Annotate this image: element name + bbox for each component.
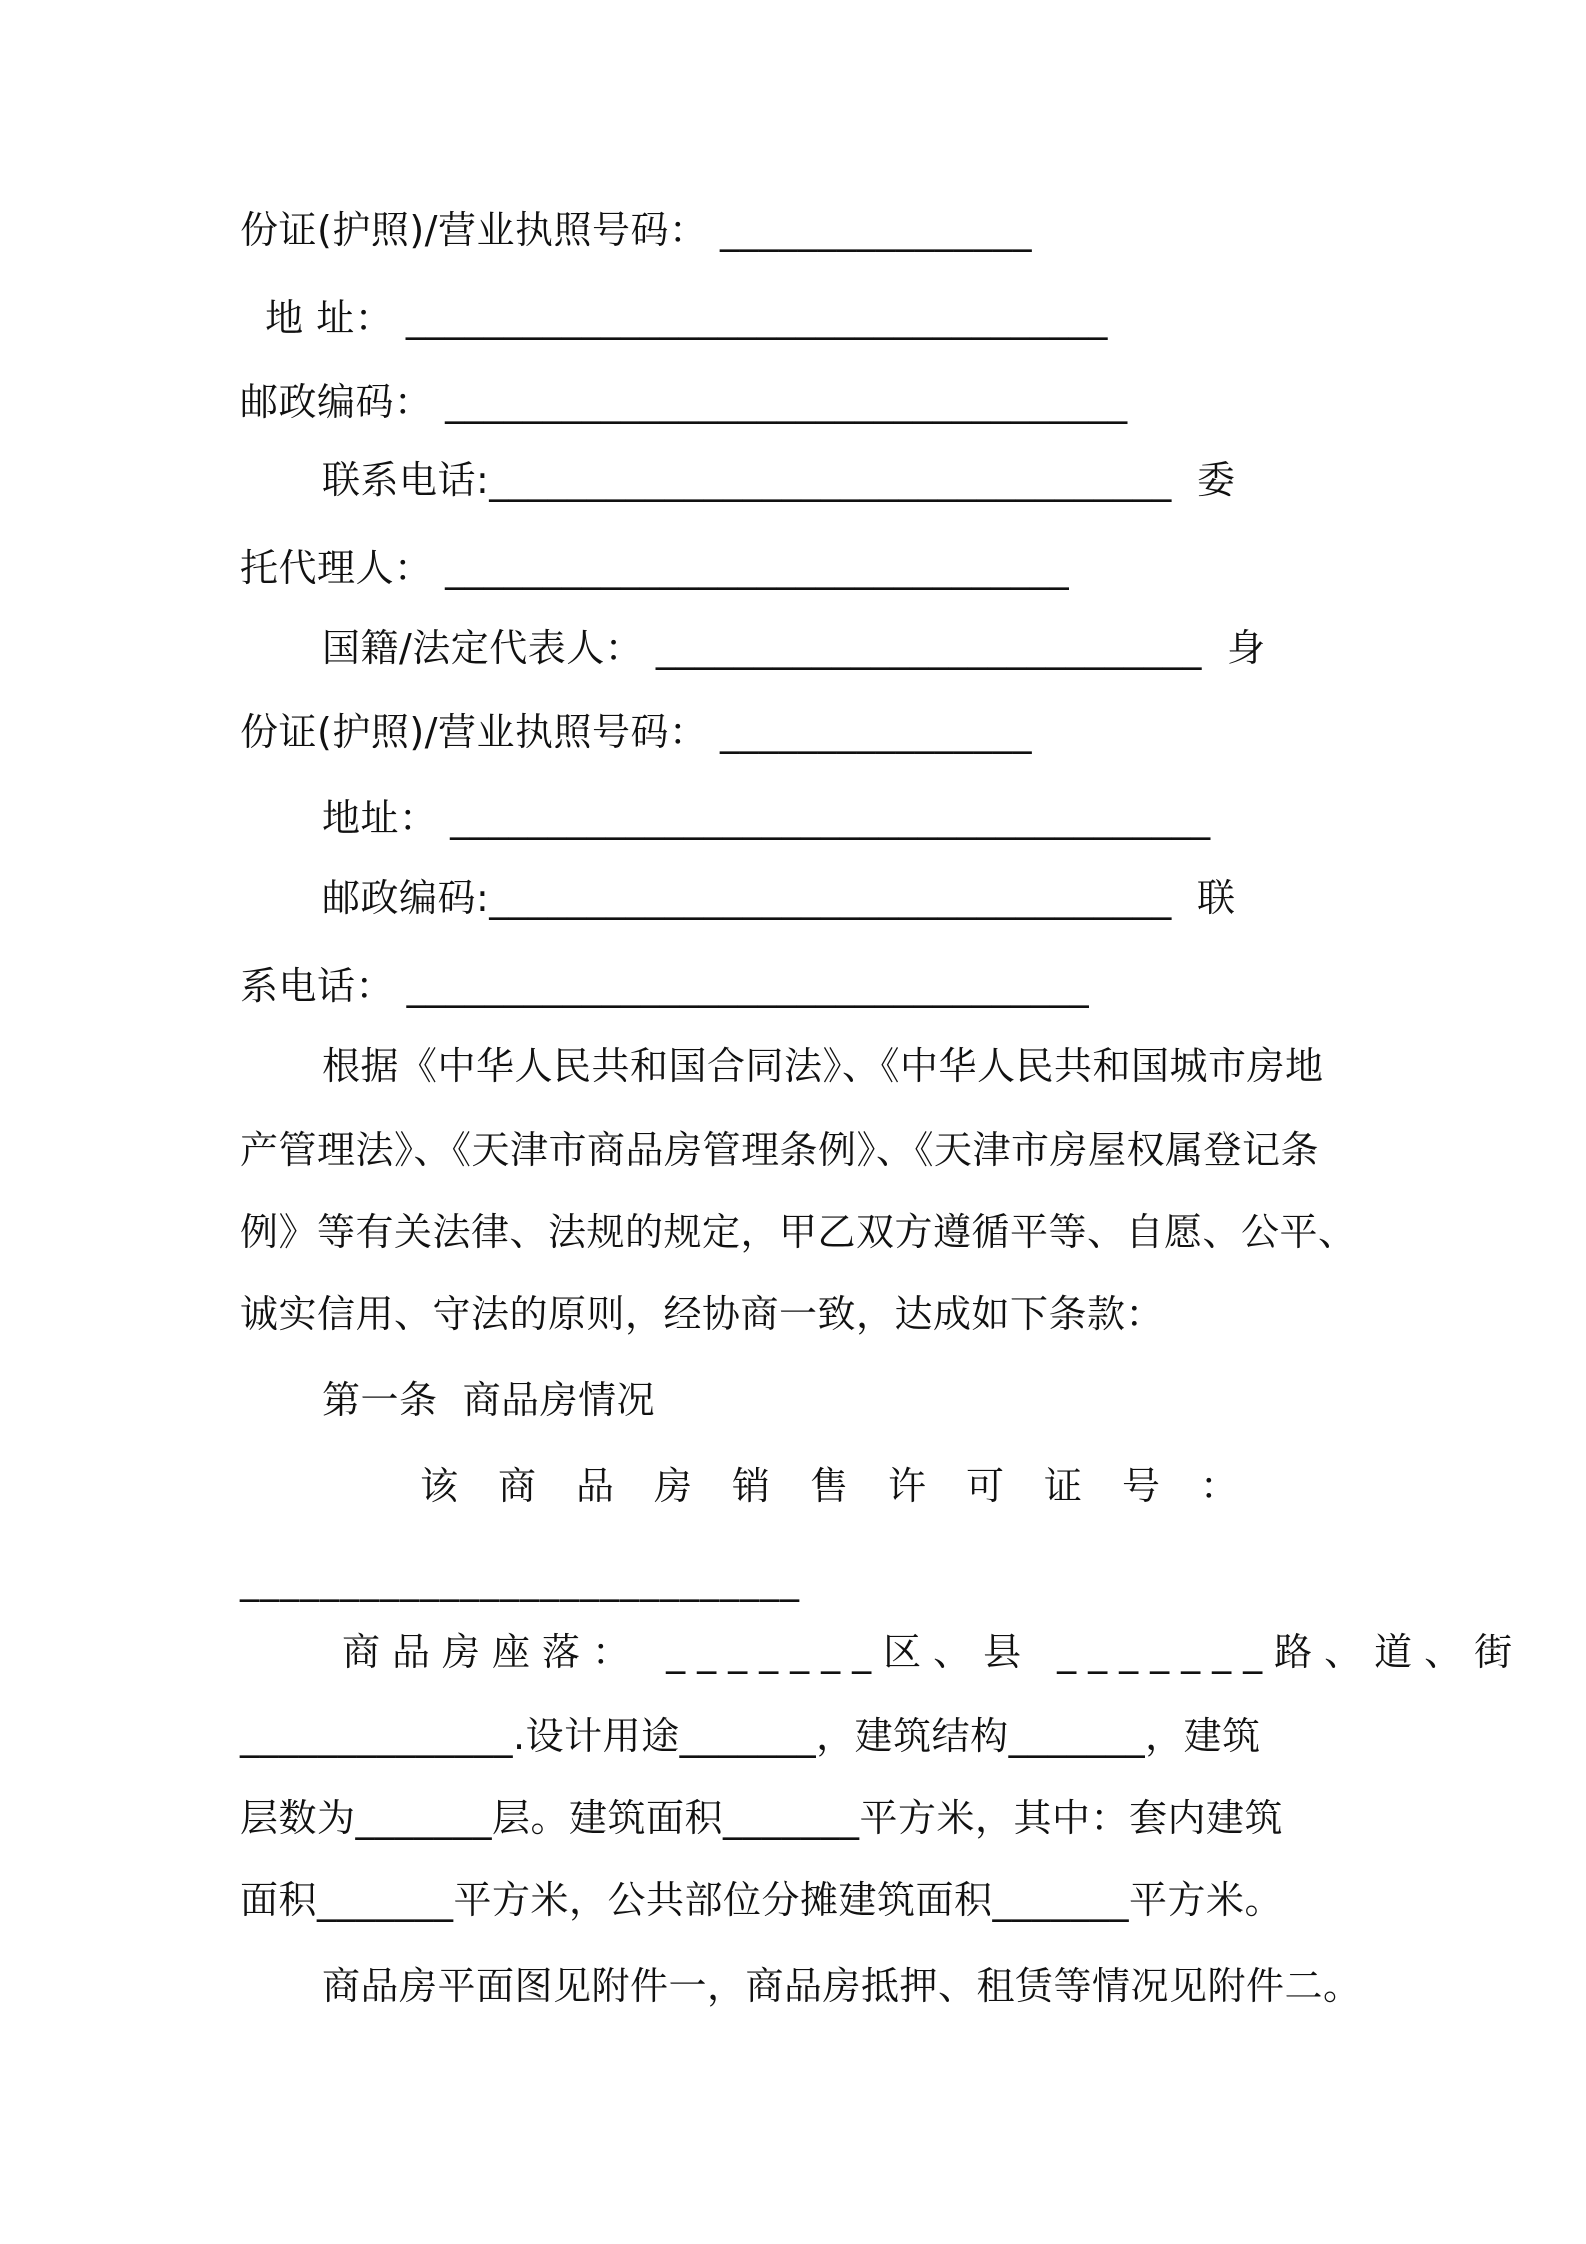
property-details-line-3: 面积_______平方米，公共部位分摊建筑面积_______平方米。 [240,1878,1284,1922]
postal-code-line-2: 邮政编码:___________________________________ 联 [322,876,1236,920]
id-number-line-2: 份证(护照)/营业执照号码： ________________ [240,710,1033,754]
postal-code-line-1: 邮政编码： ___________________________________ [240,380,1128,424]
phone-line-2: 系电话： ___________________________________ [240,964,1090,1008]
address-line-2: 地址： _______________________________________ [322,796,1211,840]
phone-line-1: 联系电话:___________________________________ 委 [322,458,1236,502]
sales-permit-label: 该商品房销售许可证号： [420,1464,1279,1508]
section-heading: 第一条 商品房情况 [322,1378,656,1422]
sales-permit-blank: ____________________________ [240,1558,800,1602]
attachments-line: 商品房平面图见附件一，商品房抵押、租赁等情况见附件二。 [322,1964,1362,2008]
nationality-representative-line: 国籍/法定代表人： ____________________________ 身 [322,626,1266,670]
paragraph-line-4: 诚实信用、守法的原则，经协商一致，达成如下条款： [240,1292,1165,1336]
paragraph-line-2: 产管理法》、《天津市商品房管理条例》、《天津市房屋权属登记条 [240,1128,1320,1172]
paragraph-line-1: 根据《中华人民共和国合同法》、《中华人民共和国城市房地 [322,1044,1324,1088]
property-details-line-2: 层数为_______层。建筑面积_______平方米，其中：套内建筑 [240,1796,1284,1840]
address-line-1: 地 址： ____________________________________ [240,296,1108,340]
property-details-line-1: ______________.设计用途_______，建筑结构_______，建筑 [240,1714,1261,1758]
property-location-line: 商品房座落： _______区、县 _______路、道、街 [342,1630,1525,1674]
agent-line: 托代理人： ________________________________ [240,546,1070,590]
id-number-line-1: 份证(护照)/营业执照号码： ________________ [240,208,1033,252]
paragraph-line-3: 例》等有关法律、法规的规定，甲乙双方遵循平等、自愿、公平、 [240,1210,1357,1254]
